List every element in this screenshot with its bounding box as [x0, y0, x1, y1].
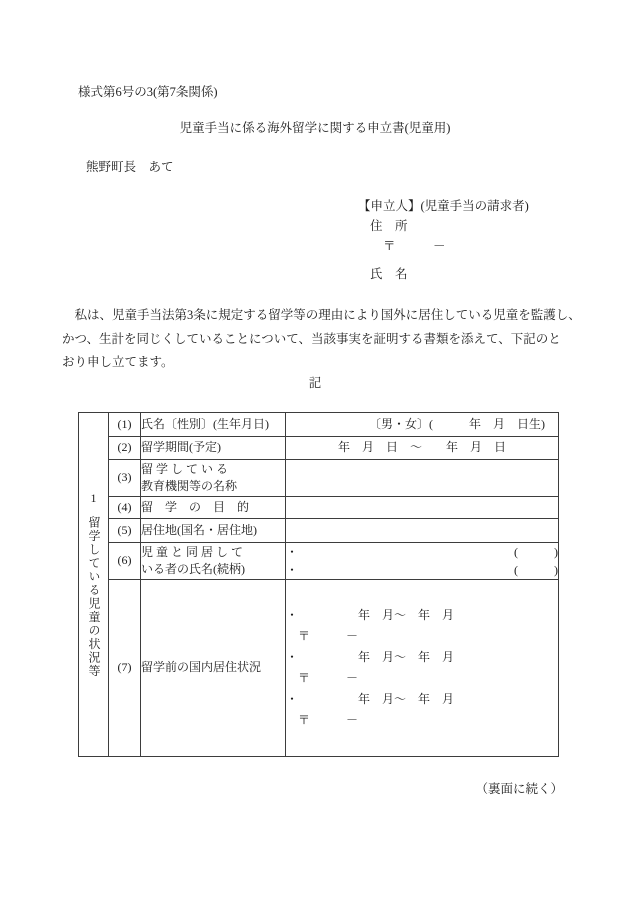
residence-postal-line: 〒 － [286, 628, 359, 643]
address-label: 住 所 [370, 219, 408, 233]
row-label: 氏名〔性別〕(生年月日) [141, 412, 286, 436]
table-row [79, 518, 559, 542]
row-label: 居住地(国名・居住地) [141, 518, 286, 542]
bullet: ・ [286, 562, 299, 577]
statement-paragraph [62, 304, 630, 375]
row-content [286, 518, 559, 542]
addressee-line: 熊野町長 あて [86, 160, 174, 174]
row-number: (1) [109, 412, 141, 436]
row-number: (4) [109, 496, 141, 518]
bullet: ・ [286, 544, 299, 559]
row-content [286, 542, 559, 579]
table-row [79, 412, 559, 436]
relation-parens: ( ) [514, 544, 558, 559]
row-label [141, 542, 286, 579]
row-content: 〔男・女〕( 年 月 日生) [286, 412, 559, 436]
record-heading: 記 [308, 375, 322, 390]
cohabitant-entry [286, 561, 558, 579]
row-content: 年 月 日 ～ 年 月 日 [286, 436, 559, 459]
row-number: (2) [109, 436, 141, 459]
applicant-heading: 【申立人】(児童手当の請求者) [358, 199, 529, 213]
row-label-line-1: 児 童 と 同 居 し て [141, 544, 244, 559]
section-number: 1 [90, 491, 97, 505]
study-status-table [78, 412, 559, 757]
row-label [141, 459, 286, 496]
row-number: (5) [109, 518, 141, 542]
table-row [79, 436, 559, 459]
row-label: 留学前の国内居住状況 [141, 579, 286, 756]
residence-period-line: ・ 年 月～ 年 月 [286, 607, 455, 622]
row-label-line-2: 教育機関等の名称 [141, 478, 238, 493]
residence-period-line: ・ 年 月～ 年 月 [286, 691, 455, 706]
row-label-line-1: 留 学 し て い る [141, 461, 229, 476]
row-number: (6) [109, 542, 141, 579]
row-label: 留学期間(予定) [141, 436, 286, 459]
table-row [79, 579, 559, 756]
cohabitant-entry [286, 543, 558, 561]
page-title: 児童手当に係る海外留学に関する申立書(児童用) [179, 121, 451, 135]
statement-line-1: 私は、児童手当法第3条に規定する留学等の理由により国外に居住している児童を監護し、 [62, 308, 581, 322]
postal-code-line: 〒 － [383, 239, 446, 253]
residence-postal-line: 〒 － [286, 670, 359, 685]
section-header-cell [79, 412, 109, 756]
table-row [79, 496, 559, 518]
statement-line-3: おり申し立てます。 [62, 355, 174, 369]
row-content [286, 459, 559, 496]
row-content [286, 496, 559, 518]
statement-line-2: かつ、生計を同じくしていることについて、当該事実を証明する書類を添えて、下記のと [62, 331, 561, 346]
continues-note: （裏面に続く） [475, 781, 563, 796]
form-number: 様式第6号の3(第7条関係) [78, 85, 218, 99]
row-number: (7) [109, 579, 141, 756]
section-label: 留学している児童の状況等 [87, 516, 101, 678]
residence-postal-line: 〒 － [286, 712, 359, 727]
row-number: (3) [109, 459, 141, 496]
table-row [79, 459, 559, 496]
name-label: 氏 名 [370, 267, 408, 281]
row-label: 留 学 の 目 的 [141, 496, 286, 518]
applicant-block [358, 196, 630, 284]
table-row [79, 542, 559, 579]
residence-period-line: ・ 年 月～ 年 月 [286, 649, 455, 664]
relation-parens: ( ) [514, 562, 558, 577]
row-content [286, 579, 559, 756]
row-label-line-2: いる者の氏名(続柄) [141, 561, 245, 576]
